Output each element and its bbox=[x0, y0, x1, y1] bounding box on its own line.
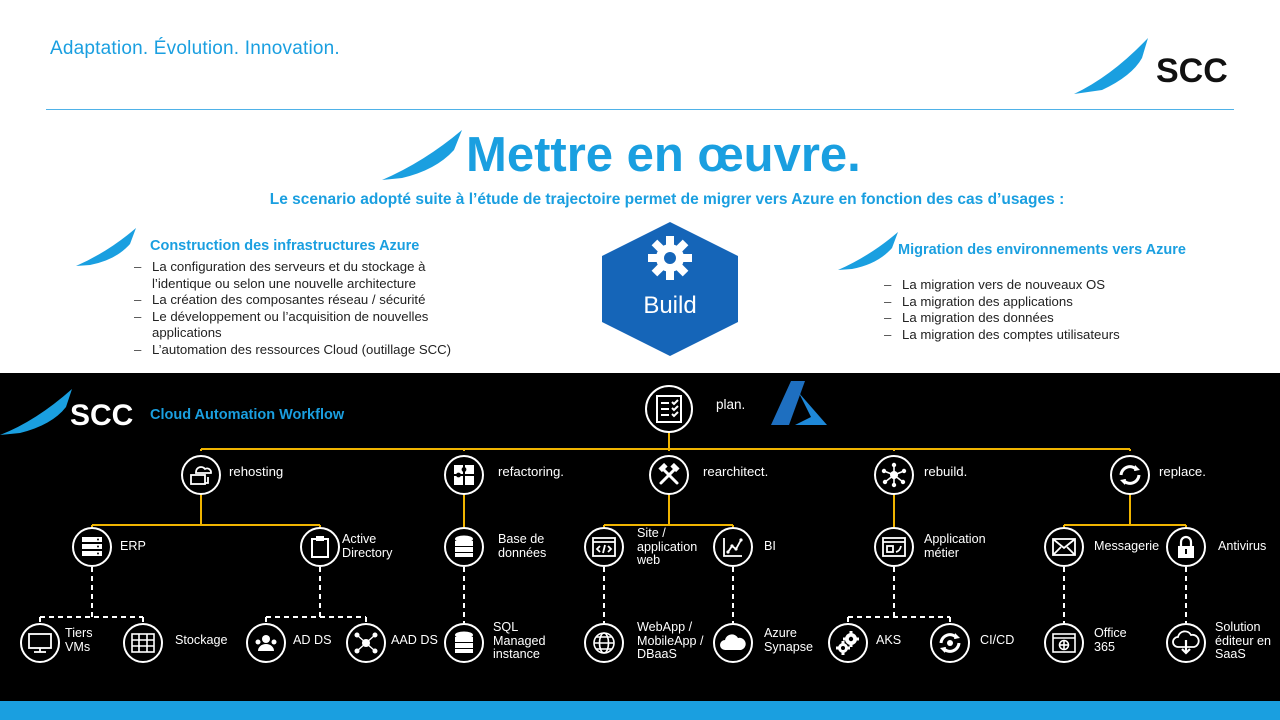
subtitle: Le scenario adopté suite à l’étude de trajectoire permet de migrer vers Azure en fonction des cas d’usages : bbox=[269, 191, 1065, 208]
target-ci-cd: CI/CD bbox=[980, 633, 1015, 647]
cloud-download-icon bbox=[1166, 623, 1206, 663]
strategy-refactoring: refactoring. bbox=[498, 464, 564, 479]
puzzle-icon bbox=[444, 455, 484, 495]
cloud-computer-icon bbox=[181, 455, 221, 495]
workload-bi: BI bbox=[764, 539, 776, 553]
list-item: – La migration des données bbox=[884, 310, 1184, 327]
chart-icon bbox=[713, 527, 753, 567]
build-label: Build bbox=[643, 292, 697, 319]
target-office-365: Office 365 bbox=[1094, 626, 1127, 654]
network-hub-icon bbox=[874, 455, 914, 495]
left-section-title: Construction des infrastructures Azure bbox=[150, 238, 420, 254]
list-item: – La création des composantes réseau / sécurité bbox=[134, 292, 474, 309]
page-title: Mettre en œuvre. bbox=[466, 128, 861, 182]
azure-logo bbox=[769, 379, 829, 427]
header-divider bbox=[46, 109, 1234, 110]
footer-bar bbox=[0, 701, 1280, 720]
tagline: Adaptation. Évolution. Innovation. bbox=[50, 38, 340, 59]
wing-icon bbox=[380, 128, 464, 182]
wing-icon bbox=[836, 230, 900, 272]
target-aks: AKS bbox=[876, 633, 902, 647]
clipboard-icon bbox=[300, 527, 340, 567]
plan-label: plan. bbox=[716, 397, 746, 412]
target-webapp-dbaas: WebApp / MobileApp / DBaaS bbox=[637, 620, 704, 661]
web-window-icon bbox=[1044, 623, 1084, 663]
list-item: – La configuration des serveurs et du stockage à l’identique ou selon une nouvelle architecture bbox=[134, 259, 474, 292]
target-azure-synapse: Azure Synapse bbox=[764, 626, 814, 654]
wing-icon bbox=[74, 226, 138, 268]
target-sql-managed-instance: SQL Managed instance bbox=[493, 620, 546, 661]
list-item: – L’automation des ressources Cloud (outillage SCC) bbox=[134, 342, 474, 359]
workload-active-directory: Active Directory bbox=[342, 532, 393, 560]
right-section-title: Migration des environnements vers Azure bbox=[898, 242, 1186, 258]
cycle-icon bbox=[930, 623, 970, 663]
workload-application-metier: Application métier bbox=[924, 532, 986, 560]
checklist-icon bbox=[645, 385, 693, 433]
scc-logo bbox=[1072, 36, 1240, 96]
strategy-replace: replace. bbox=[1159, 464, 1206, 479]
users-network-icon bbox=[346, 623, 386, 663]
mail-icon bbox=[1044, 527, 1084, 567]
app-window-icon bbox=[874, 527, 914, 567]
cloud-icon bbox=[713, 623, 753, 663]
code-window-icon bbox=[584, 527, 624, 567]
target-ad-ds: AD DS bbox=[293, 633, 332, 647]
workload-base-de-donnees: Base de données bbox=[498, 532, 547, 560]
list-item: – La migration des comptes utilisateurs bbox=[884, 327, 1184, 344]
workload-messagerie: Messagerie bbox=[1094, 539, 1160, 553]
users-icon bbox=[246, 623, 286, 663]
workload-erp: ERP bbox=[120, 539, 146, 553]
tools-icon bbox=[649, 455, 689, 495]
workflow-title: Cloud Automation Workflow bbox=[150, 407, 345, 423]
list-item: – La migration des applications bbox=[884, 294, 1184, 311]
target-stockage: Stockage bbox=[175, 633, 228, 647]
globe-icon bbox=[584, 623, 624, 663]
monitor-icon bbox=[20, 623, 60, 663]
svg-text:SCC: SCC bbox=[1156, 52, 1228, 90]
workload-site-web: Site / application web bbox=[637, 526, 698, 567]
target-tiers-vms: Tiers VMs bbox=[65, 626, 93, 654]
target-solution-saas: Solution éditeur en SaaS bbox=[1215, 620, 1272, 661]
svg-text:SCC: SCC bbox=[70, 399, 134, 432]
database-icon bbox=[444, 527, 484, 567]
lock-icon bbox=[1166, 527, 1206, 567]
strategy-rehosting: rehosting bbox=[229, 464, 284, 479]
workload-antivirus: Antivirus bbox=[1218, 539, 1267, 553]
build-hexagon bbox=[600, 220, 740, 358]
server-icon bbox=[72, 527, 112, 567]
table-icon bbox=[123, 623, 163, 663]
list-item: – Le développement ou l’acquisition de nouvelles applications bbox=[134, 309, 474, 342]
list-item: – La migration vers de nouveaux OS bbox=[884, 277, 1184, 294]
target-aad-ds: AAD DS bbox=[391, 633, 438, 647]
strategy-rearchitect: rearchitect. bbox=[703, 464, 769, 479]
right-section-list bbox=[884, 277, 1184, 343]
gears-icon bbox=[828, 623, 868, 663]
gear-icon bbox=[648, 236, 692, 280]
left-section-list bbox=[134, 259, 474, 358]
strategy-rebuild: rebuild. bbox=[924, 464, 968, 479]
refresh-icon bbox=[1110, 455, 1150, 495]
database-icon bbox=[444, 623, 484, 663]
